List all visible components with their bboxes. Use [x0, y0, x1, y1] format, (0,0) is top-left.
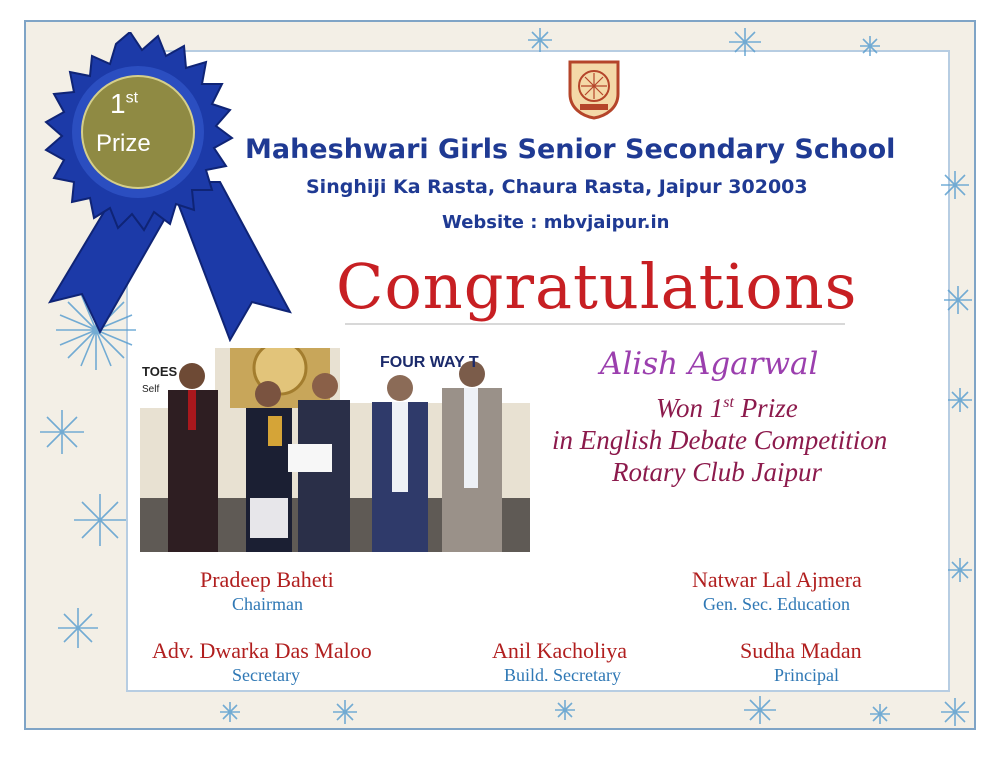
congratulations-heading: Congratulations: [336, 250, 858, 323]
banner-left-text-2: Self: [142, 384, 160, 395]
won-prefix: Won 1: [656, 393, 724, 423]
signatory-name-chairman: Pradeep Baheti: [200, 567, 334, 592]
signatory-role-gen-sec: Gen. Sec. Education: [703, 594, 850, 614]
award-photo: [140, 348, 530, 552]
winner-name: Alish Agarwal: [600, 346, 819, 382]
prize-suffix: st: [125, 89, 139, 107]
winner-event: in English Debate Competition: [552, 425, 888, 455]
won-suffix: st: [723, 394, 734, 411]
banner-left-text: TOES: [142, 364, 178, 379]
winner-organizer: Rotary Club Jaipur: [612, 457, 822, 487]
signatory-role-secretary: Secretary: [232, 665, 300, 685]
winner-prize: [656, 393, 798, 424]
banner-right-text: FOUR WAY T: [380, 354, 479, 371]
heading-underline: [345, 323, 845, 325]
signatory-role-principal: Principal: [774, 665, 839, 685]
signatory-name-secretary: Adv. Dwarka Das Maloo: [152, 638, 372, 663]
prize-rank: [110, 88, 138, 120]
school-website: Website : mbvjaipur.in: [442, 212, 670, 233]
signatory-role-build-sec: Build. Secretary: [504, 665, 621, 685]
signatory-name-build-sec: Anil Kacholiya: [492, 638, 628, 663]
won-rest: Prize: [733, 393, 798, 423]
school-logo-icon: [566, 58, 622, 120]
school-address: Singhiji Ka Rasta, Chaura Rasta, Jaipur 302003: [306, 176, 808, 198]
prize-label: Prize: [96, 130, 151, 157]
signatory-name-principal: Sudha Madan: [740, 638, 862, 663]
signatory-name-gen-sec: Natwar Lal Ajmera: [692, 567, 862, 592]
school-name: Maheshwari Girls Senior Secondary School: [245, 134, 896, 165]
prize-number: 1: [110, 88, 126, 119]
prize-ribbon-icon: [30, 32, 300, 342]
signatory-role-chairman: Chairman: [232, 594, 303, 614]
